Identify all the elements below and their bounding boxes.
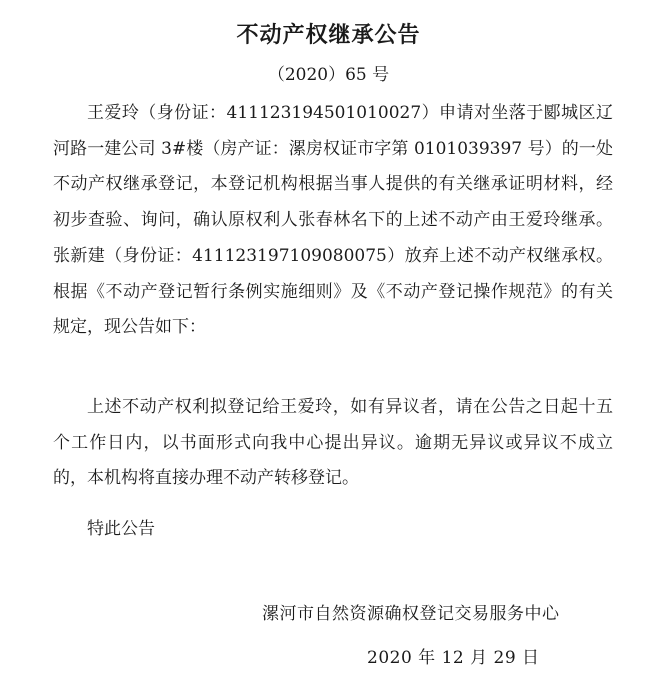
- notice-paragraph-objection: 上述不动产权利拟登记给王爱玲，如有异议者，请在公告之日起十五个工作日内，以书面形式向我中心提出异议。逾期无异议或异议不成立的，本机构将直接办理不动产转移登记。: [53, 397, 613, 489]
- notice-title: 不动产权继承公告: [236, 22, 421, 48]
- notice-paragraph-applicant: 王爱玲（身份证：411123194501010027）申请对坐落于郾城区辽河路一建公司 3#楼（房产证：漯房权证市字第 0101039397 号）的一处不动产权继承登记，本登记机构根据当事人提供的有关继承证明材料，经初步查验、询问，确认原权利人张春林名下的上述不动产由王爱玲继承。张新建（身份证：411123197109080075）放弃上述不动产权继承权。根据《不动产登记暂行条例实施细则》及《不动产登记操作规范》的有关规定，现公告如下：: [53, 103, 613, 338]
- notice-closing: 特此公告: [87, 519, 155, 539]
- issue-date: 2020 年 12 月 29 日: [367, 648, 540, 668]
- notice-number: （2020）65 号: [267, 65, 390, 85]
- issuing-agency: 漯河市自然资源确权登记交易服务中心: [262, 604, 560, 624]
